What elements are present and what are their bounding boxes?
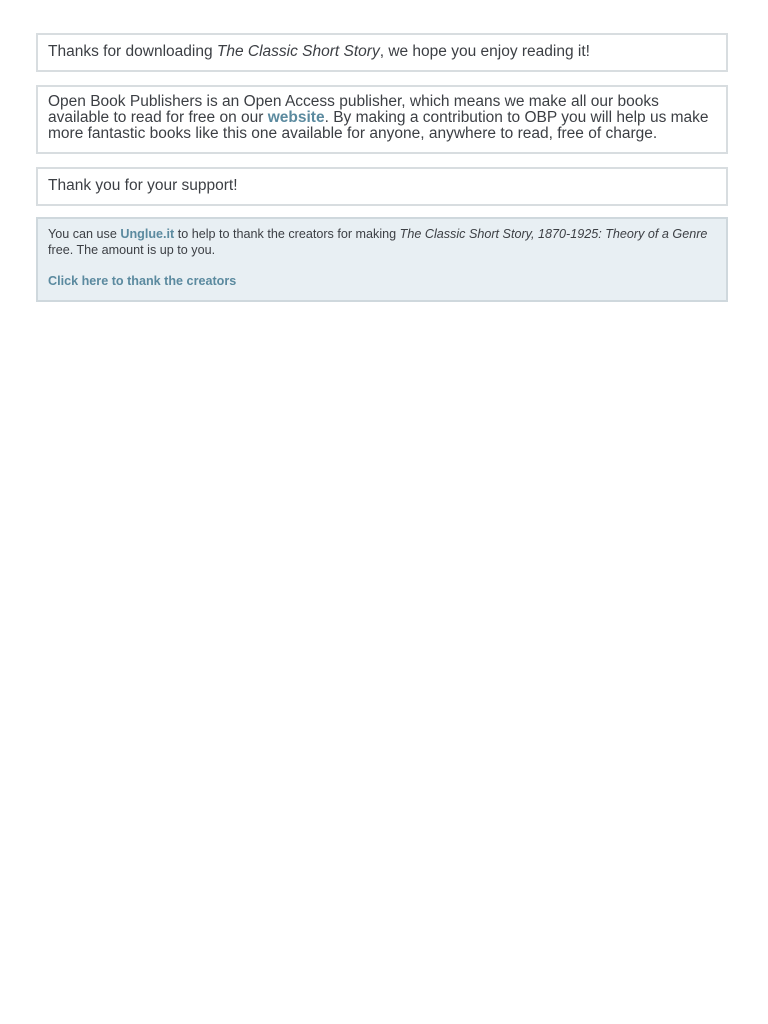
about-obp-text (48, 94, 716, 142)
support-message: Thank you for your support! (48, 177, 238, 194)
unglue-book-title: The Classic Short Story, 1870-1925: Theory of a Genre (399, 227, 708, 241)
unglue-prefix: You can use (48, 227, 121, 241)
unglue-text (48, 226, 716, 258)
website-link[interactable]: website (267, 109, 325, 126)
book-title: The Classic Short Story (216, 43, 380, 60)
about-obp-box (36, 85, 728, 154)
unglue-suffix: free. The amount is up to you. (48, 243, 216, 257)
unglue-middle: to help to thank the creators for making (174, 227, 400, 241)
unglue-box (36, 217, 728, 302)
thanks-message (48, 42, 716, 62)
about-part1: Open Book Publishers is an Open Access publisher, which means we make all our books available to read for free on our (48, 93, 659, 126)
support-box (36, 167, 728, 206)
thanks-prefix: Thanks for downloading (48, 43, 217, 60)
thanks-box (36, 33, 728, 72)
thank-creators-link[interactable]: Click here to thank the creators (48, 274, 237, 288)
about-part2: . By making a contribution to OBP you will help us make more fantastic books like this one available for anyone, anywhere to read, free of charge. (48, 109, 709, 142)
unglue-link[interactable]: Unglue.it (120, 227, 175, 241)
thanks-suffix: , we hope you enjoy reading it! (379, 43, 590, 60)
